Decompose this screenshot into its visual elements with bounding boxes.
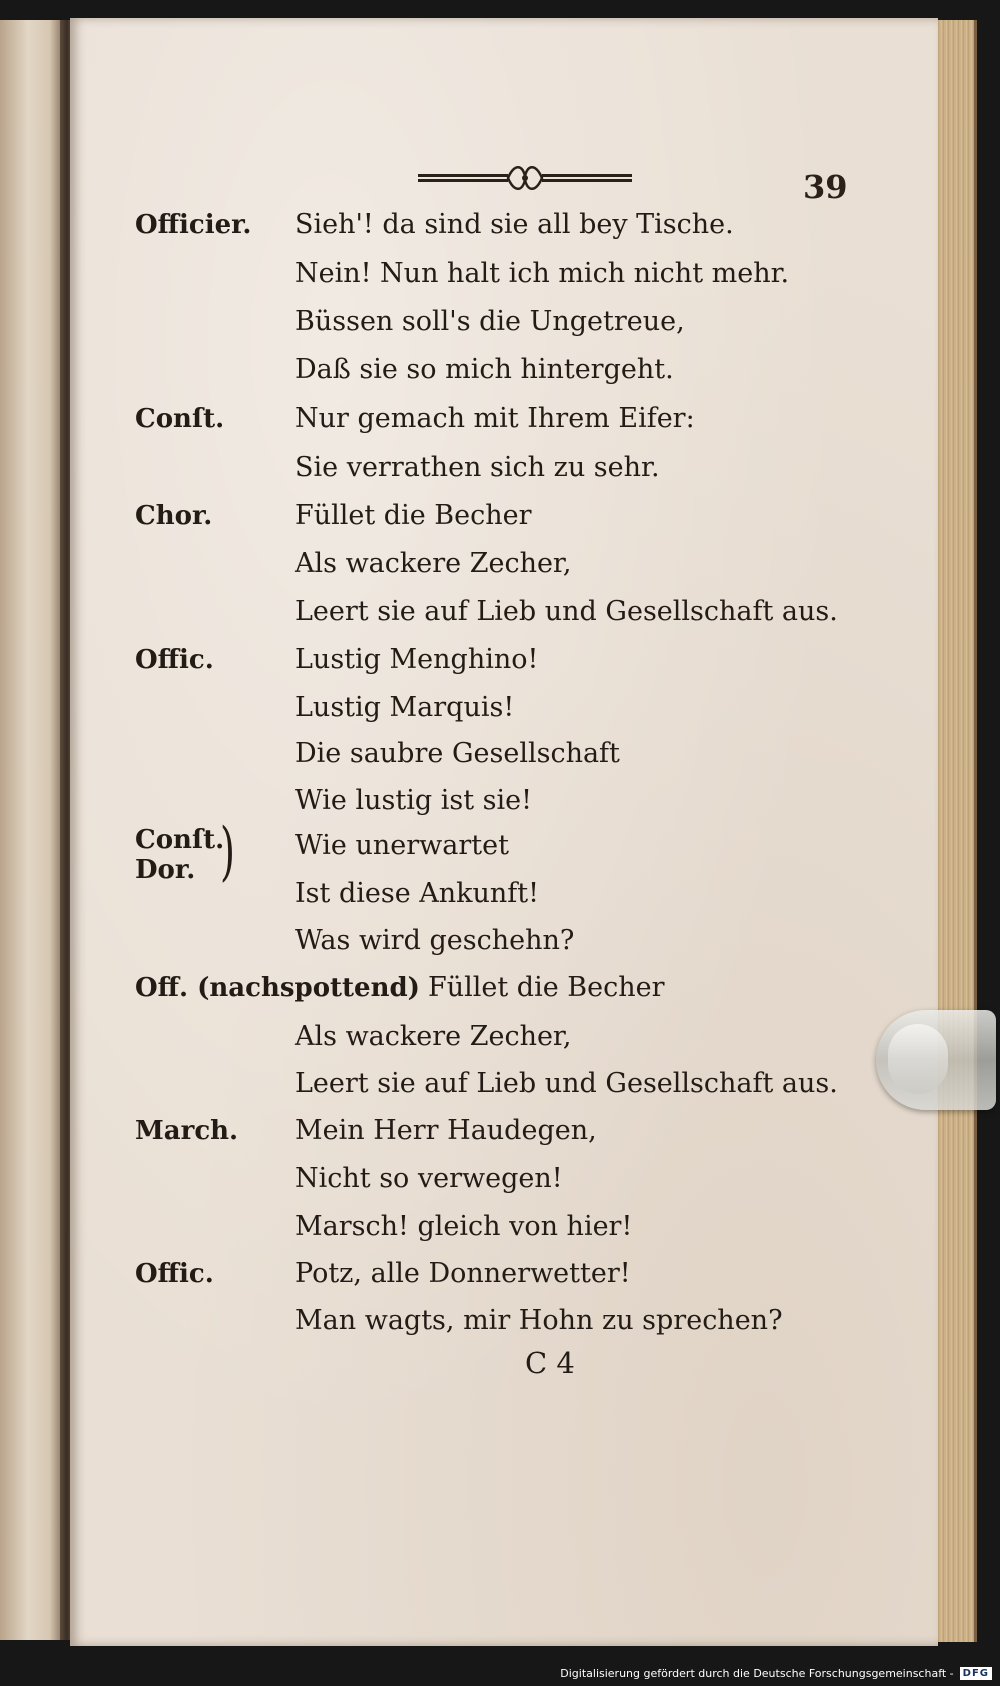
verse-line: Man wagts, mir Hohn zu sprechen? <box>295 1305 783 1336</box>
speaker-label: Off. (nachspottend) <box>135 973 420 1003</box>
verse-line: Als wackere Zecher, <box>295 548 572 579</box>
verse-line: Ist diese Ankunft! <box>295 878 539 909</box>
verse-line: Als wackere Zecher, <box>295 1021 572 1052</box>
page-clip <box>876 1010 996 1110</box>
verse-line: Lustig Marquis! <box>295 692 515 723</box>
speaker-brace: ) <box>219 815 235 889</box>
speaker-label: March. <box>135 1116 239 1146</box>
verse-line: Nur gemach mit Ihrem Eifer: <box>295 403 695 434</box>
speaker-label: Offic. <box>135 645 214 675</box>
verse-line: Marsch! gleich von hier! <box>295 1211 633 1242</box>
footer-credit <box>560 1662 992 1684</box>
verse-line: Büssen soll's die Ungetreue, <box>295 306 685 337</box>
verse-line: Was wird geschehn? <box>295 925 575 956</box>
verse-line: Sieh'! da sind sie all bey Tische. <box>295 209 734 240</box>
verse-line: Potz, alle Donnerwetter! <box>295 1258 631 1289</box>
verse-line: Mein Herr Haudegen, <box>295 1115 597 1146</box>
signature-mark: C 4 <box>525 1346 575 1380</box>
verse-line: Wie unerwartet <box>295 830 509 861</box>
verse-line: Wie lustig ist sie! <box>295 785 532 816</box>
verse-line: Leert sie auf Lieb und Gesellschaft aus. <box>295 596 838 627</box>
speaker-label: Chor. <box>135 501 213 531</box>
verse-line: Daß sie so mich hintergeht. <box>295 354 674 385</box>
verse-line: Lustig Menghino! <box>295 644 539 675</box>
dfg-logo: DFG <box>960 1667 992 1680</box>
verse-line: Nicht so verwegen! <box>295 1163 563 1194</box>
footer-text: Digitalisierung gefördert durch die Deutsche Forschungsgemeinschaft - <box>560 1666 954 1680</box>
verse-line: Die saubre Gesellschaft <box>295 738 620 769</box>
speaker-label: Conſt. <box>135 825 225 855</box>
verse-line: Nein! Nun halt ich mich nicht mehr. <box>295 258 790 289</box>
verse-line: Füllet die Becher <box>295 500 532 531</box>
speaker-label: Offic. <box>135 1259 214 1289</box>
verse-line: Sie verrathen sich zu sehr. <box>295 452 660 483</box>
page-number: 39 <box>803 168 848 206</box>
speaker-label: Conſt. <box>135 404 225 434</box>
speaker-label: Dor. <box>135 855 196 885</box>
speaker-label: Officier. <box>135 210 252 240</box>
verse-line: Leert sie auf Lieb und Gesellschaft aus. <box>295 1068 838 1099</box>
verse-line: Füllet die Becher <box>428 972 665 1003</box>
